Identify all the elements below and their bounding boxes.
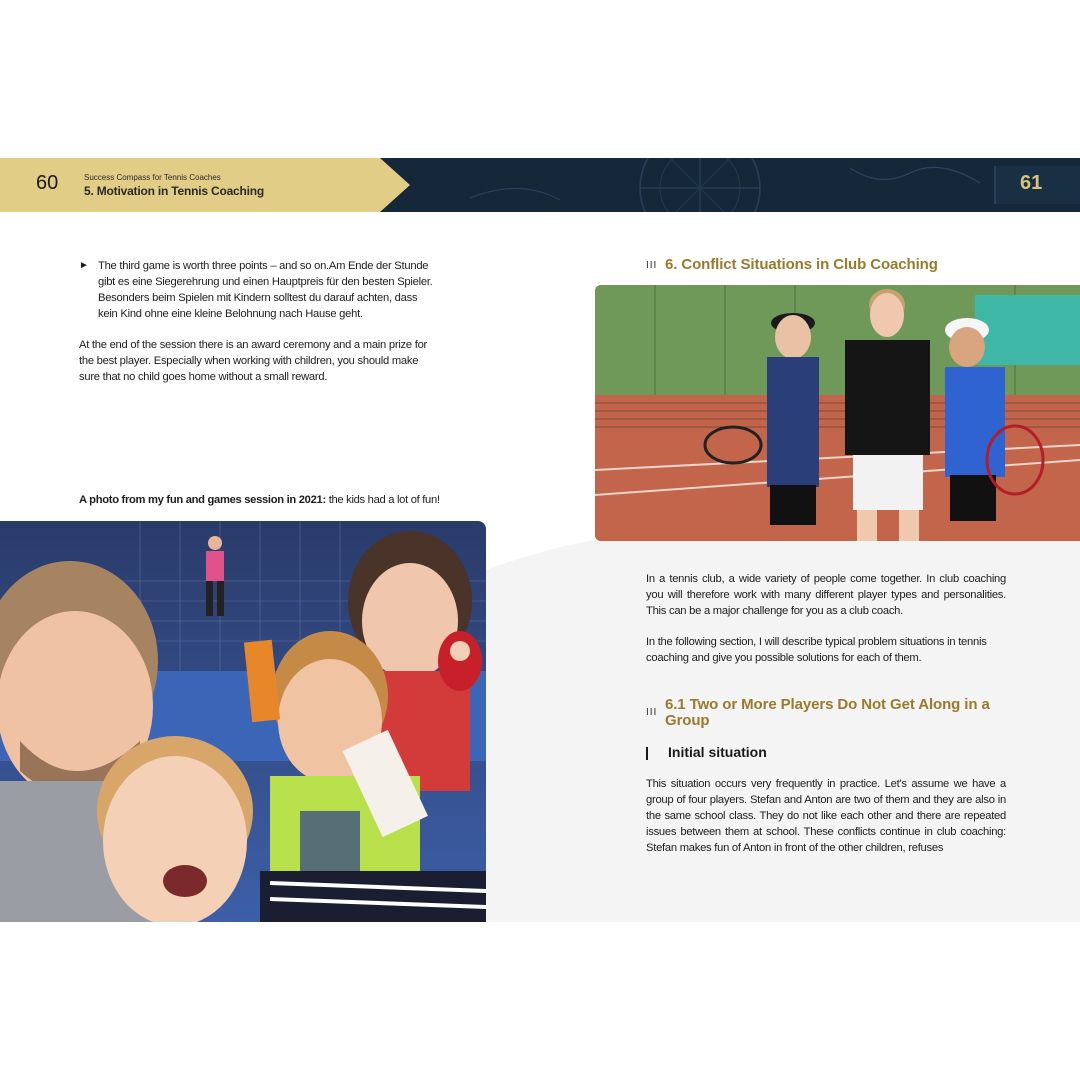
photo-caption-bold: A photo from my fun and games session in 2021: bbox=[79, 494, 326, 506]
bullet-item bbox=[79, 258, 439, 322]
subsection-marker-icon: III bbox=[646, 707, 658, 718]
subsubsection-title: Initial situation bbox=[668, 744, 767, 760]
left-paragraph: At the end of the session there is an award ceremony and a main prize for the best player. Especially when working with children, you should make sure that no child goes home without a small reward. bbox=[79, 339, 428, 383]
intro-paragraph-2: In the following section, I will describe typical problem situations in tennis coaching and give you possible solutions for each of them. bbox=[646, 636, 987, 664]
bullet-text: The third game is worth three points – and so on.Am Ende der Stunde gibt es eine Siegerehrung und einen Hauptpreis für den besten Spieler. Besonders beim Spielen mit Kindern solltest du darauf achten, dass kein Kind ohne eine kleine Belohnung nach Hause geht. bbox=[98, 260, 433, 320]
fun-games-photo-illustration bbox=[0, 521, 486, 922]
subsubsection-bar bbox=[646, 747, 648, 760]
page-header bbox=[0, 158, 1080, 212]
left-page-number: 60 bbox=[36, 172, 59, 194]
fun-games-photo bbox=[0, 521, 486, 922]
photo-caption-rest: the kids had a lot of fun! bbox=[325, 494, 440, 506]
book-title: Success Compass for Tennis Coaches bbox=[84, 173, 221, 182]
section-title: 6. Conflict Situations in Club Coaching bbox=[665, 256, 938, 273]
coaching-photo-illustration bbox=[595, 285, 1080, 541]
bullet-arrow-icon: ► bbox=[79, 260, 89, 271]
coaching-photo bbox=[595, 285, 1080, 541]
situation-paragraph: This situation occurs very frequently in practice. Let's assume we have a group of four players. Stefan and Anton are two of them and they are also in the same school class. They do not like each other and there are repeated issues between them at school. These conflicts continue in club coaching: Stefan makes fun of Anton in front of the other children, refuses bbox=[646, 778, 1006, 854]
intro-paragraph-1: In a tennis club, a wide variety of people come together. In club coaching you will therefore work with many different player types and personalities. This can be a major challenge for you as a club coach. bbox=[646, 573, 1006, 617]
chapter-title: 5. Motivation in Tennis Coaching bbox=[84, 184, 265, 198]
subsection-title: 6.1 Two or More Players Do Not Get Along in a Group bbox=[665, 696, 990, 729]
photo-caption bbox=[79, 494, 479, 506]
right-page-number: 61 bbox=[1020, 172, 1043, 194]
section-marker-icon: III bbox=[646, 260, 658, 271]
